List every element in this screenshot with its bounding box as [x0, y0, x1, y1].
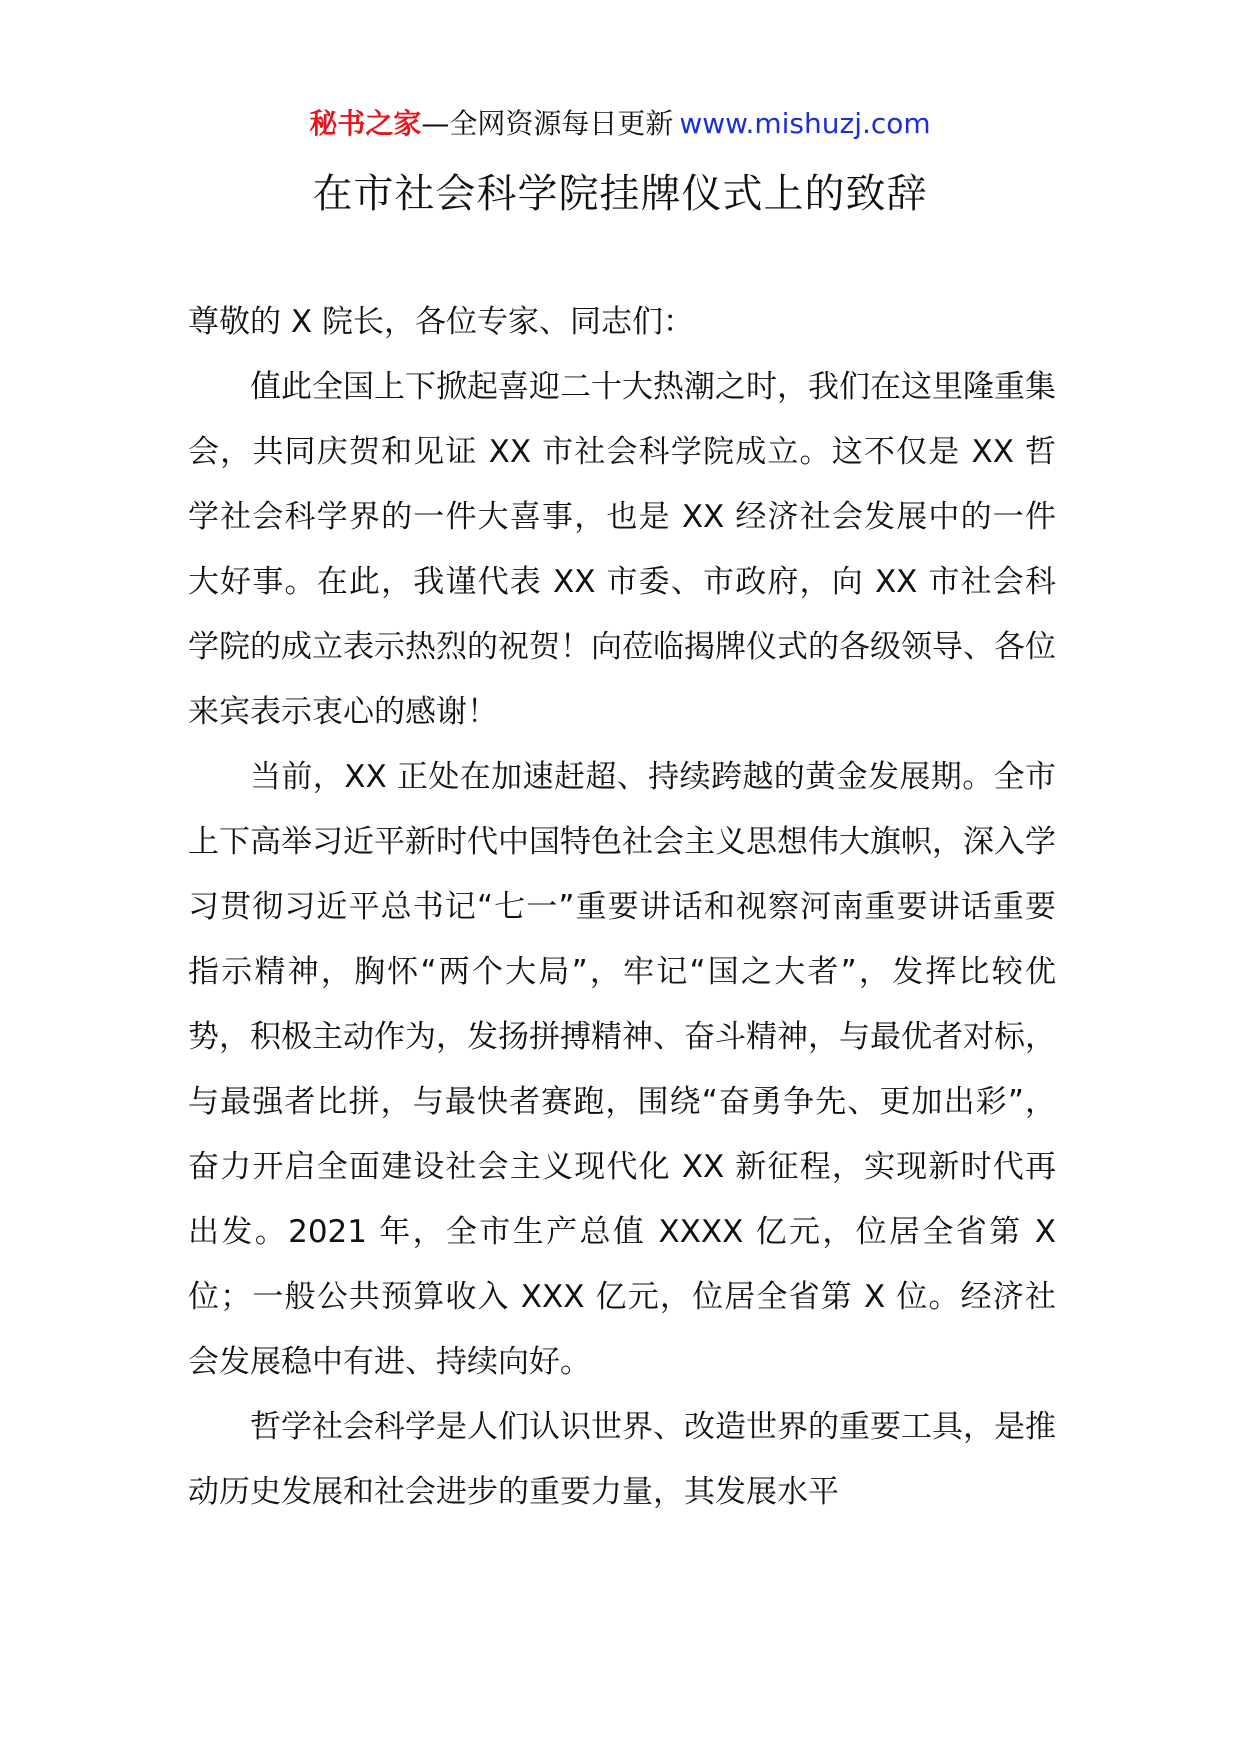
paragraph: 值此全国上下掀起喜迎二十大热潮之时，我们在这里隆重集会，共同庆贺和见证 XX 市社会科学院成立。这不仅是 XX 哲学社会科学界的一件大喜事，也是 XX 经济社会发展中的一件大好事。在此，我谨代表 XX 市委、市政府，向 XX 市社会科学院的成立表示热烈的祝贺！向莅临揭牌仪式的各级领导、各位来宾表示衷心的感谢！	[188, 369, 1056, 730]
site-url-link[interactable]: www.mishuzj.com	[679, 107, 931, 140]
header-tagline: —全网资源每日更新	[421, 107, 674, 140]
paragraph: 当前，XX 正处在加速赶超、持续跨越的黄金发展期。全市上下高举习近平新时代中国特色社会主义思想伟大旗帜，深入学习贯彻习近平总书记“七一”重要讲话和视察河南重要讲话重要指示精神，胸怀“两个大局”，牢记“国之大者”，发挥比较优势，积极主动作为，发扬拼搏精神、奋斗精神，与最优者对标，与最强者比拼，与最快者赛跑，围绕“奋勇争先、更加出彩”，奋力开启全面建设社会主义现代化 XX 新征程，实现新时代再出发。2021 年，全市生产总值 XXXX 亿元，位居全省第 X 位；一般公共预算收入 XXX 亿元，位居全省第 X 位。经济社会发展稳中有进、持续向好。	[188, 759, 1056, 1380]
site-header	[0, 104, 1240, 144]
salutation: 尊敬的 X 院长，各位专家、同志们：	[188, 304, 694, 340]
paragraph: 哲学社会科学是人们认识世界、改造世界的重要工具，是推动历史发展和社会进步的重要力量，其发展水平	[188, 1409, 1056, 1510]
document-title: 在市社会科学院挂牌仪式上的致辞	[312, 171, 928, 217]
brand-name: 秘书之家	[309, 107, 422, 140]
document-body	[188, 290, 1056, 1525]
